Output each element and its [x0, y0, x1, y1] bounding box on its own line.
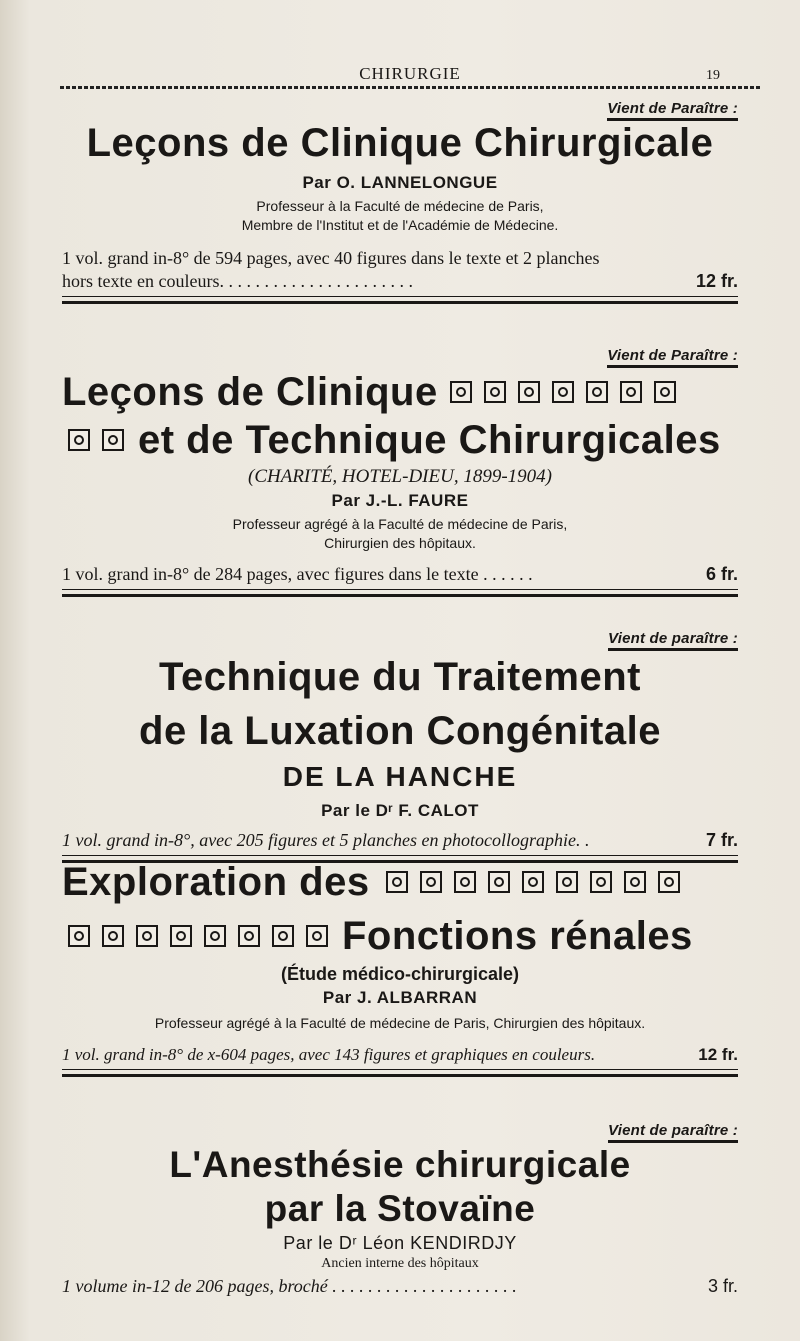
- ornament-icon: [658, 871, 680, 893]
- ornament-icon: [136, 925, 158, 947]
- ornament-icon: [68, 429, 90, 451]
- ornament-icon: [204, 925, 226, 947]
- book-author: Par O. LANNELONGUE: [302, 173, 498, 192]
- divider: [62, 589, 738, 597]
- book-title-line3: DE LA HANCHE: [282, 761, 518, 792]
- page-header: [60, 62, 760, 92]
- ornament-icon: [102, 925, 124, 947]
- ornament-icon: [488, 871, 510, 893]
- ornament-icon: [420, 871, 442, 893]
- ornament-icon: [272, 925, 294, 947]
- title-row: [62, 858, 738, 906]
- divider: [62, 1069, 738, 1077]
- title-row: [62, 912, 738, 960]
- book-author: Par le Dʳ Léon KENDIRDJY: [283, 1233, 517, 1253]
- book-lannelongue: [62, 100, 738, 304]
- price: 7 fr.: [705, 830, 738, 850]
- volume-row: [62, 829, 738, 852]
- book-author: Par J.-L. FAURE: [331, 491, 469, 510]
- ornament-icon: [590, 871, 612, 893]
- volume-row: [62, 563, 738, 586]
- book-title-line2: par la Stovaïne: [264, 1188, 536, 1229]
- volume-row: [62, 1275, 738, 1298]
- ornament-icon: [522, 871, 544, 893]
- ornament-icon: [386, 871, 408, 893]
- volume-info: 1 vol. grand in-8° de x-604 pages, avec 143 figures et graphiques en couleurs.: [62, 1045, 596, 1064]
- price: 12 fr.: [695, 271, 738, 291]
- divider: [62, 296, 738, 304]
- book-faure: [62, 347, 738, 597]
- ornament-icon: [624, 871, 646, 893]
- ornament-icon: [586, 381, 608, 403]
- book-calot: [62, 630, 738, 863]
- ornament-icon: [68, 925, 90, 947]
- title-row: [62, 416, 738, 464]
- book-title: Leçons de Clinique Chirurgicale: [86, 121, 714, 165]
- coming-label: Vient de paraître :: [62, 630, 738, 647]
- book-title-line1: Technique du Traitement: [159, 655, 641, 699]
- volume-row: [62, 1043, 738, 1066]
- book-author: Par le Dʳ F. CALOT: [321, 801, 479, 820]
- author-role: Ancien interne des hôpitaux: [321, 1256, 479, 1271]
- ornament-icon: [238, 925, 260, 947]
- book-title-part2: et de Technique Chirurgicales: [138, 418, 721, 462]
- book-author: Par J. ALBARRAN: [322, 988, 478, 1007]
- title-row: [62, 368, 738, 416]
- book-title-part2: Fonctions rénales: [342, 914, 693, 958]
- book-title-line2: de la Luxation Congénitale: [139, 709, 661, 753]
- volume-info: 1 vol. grand in-8° de 284 pages, avec figures dans le texte . . . . . .: [62, 564, 533, 584]
- price: 6 fr.: [705, 564, 738, 584]
- book-subtitle: (Étude médico-chirurgicale): [280, 964, 520, 984]
- volume-info: 1 vol. grand in-8° de 594 pages, avec 40 figures dans le texte et 2 planches: [62, 248, 600, 268]
- price: 3 fr.: [707, 1276, 738, 1296]
- ornament-icon: [454, 871, 476, 893]
- book-albarran: [62, 858, 738, 1077]
- ornament-icon: [450, 381, 472, 403]
- page-number: 19: [706, 68, 720, 83]
- volume-info: hors texte en couleurs. . . . . . . . . . . . . . . . . . . . . .: [62, 271, 413, 291]
- book-title-part1: Exploration des: [62, 860, 370, 904]
- coming-label: Vient de paraître :: [62, 1122, 738, 1139]
- ornament-icon: [170, 925, 192, 947]
- ornament-icon: [556, 871, 578, 893]
- author-role: Membre de l'Institut et de l'Académie de Médecine.: [241, 217, 559, 233]
- ornament-row: [62, 429, 130, 451]
- volume-info: 1 vol. grand in-8°, avec 205 figures et 5 planches en photocollographie. .: [62, 830, 590, 850]
- ornament-row: [380, 871, 686, 893]
- ornament-icon: [518, 381, 540, 403]
- price: 12 fr.: [698, 1045, 738, 1064]
- author-role: Professeur agrégé à la Faculté de médecine de Paris, Chirurgien des hôpitaux.: [154, 1015, 646, 1031]
- ornament-row: [444, 381, 682, 403]
- coming-label: Vient de Paraître :: [62, 347, 738, 364]
- ornament-icon: [102, 429, 124, 451]
- ornament-icon: [654, 381, 676, 403]
- volume-info-line2: [62, 270, 738, 293]
- author-role: Chirurgien des hôpitaux.: [324, 535, 476, 551]
- header-rule: [60, 86, 760, 89]
- author-role: Professeur agrégé à la Faculté de médecine de Paris,: [232, 516, 568, 532]
- volume-info: 1 volume in-12 de 206 pages, broché . . . . . . . . . . . . . . . . . . . . .: [62, 1276, 517, 1296]
- book-title-part1: Leçons de Clinique: [62, 370, 438, 414]
- running-title: CHIRURGIE: [359, 64, 461, 83]
- ornament-icon: [552, 381, 574, 403]
- book-kendirdjy: [62, 1122, 738, 1298]
- ornament-row: [62, 925, 334, 947]
- places: (CHARITÉ, HOTEL-DIEU, 1899-1904): [248, 466, 552, 487]
- book-title-line1: L'Anesthésie chirurgicale: [169, 1144, 631, 1185]
- author-role: Professeur à la Faculté de médecine de Paris,: [256, 198, 544, 214]
- ornament-icon: [620, 381, 642, 403]
- coming-label: Vient de Paraître :: [62, 100, 738, 117]
- ornament-icon: [306, 925, 328, 947]
- ornament-icon: [484, 381, 506, 403]
